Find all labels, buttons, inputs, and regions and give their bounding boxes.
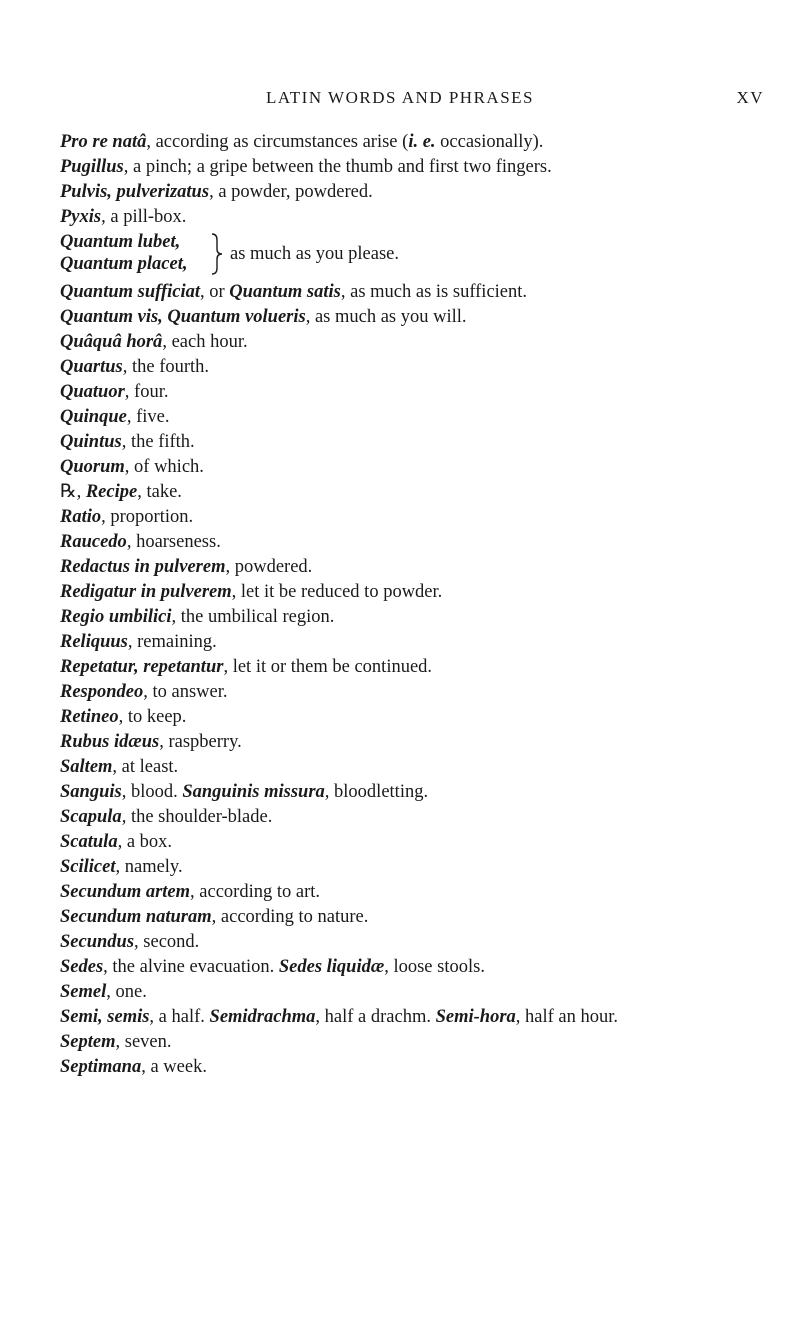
entry-term: Quantum sufficiat xyxy=(60,282,200,302)
entry-text: , of which. xyxy=(124,457,204,477)
glossary-entry xyxy=(60,430,780,455)
entry-text: , according to art. xyxy=(190,882,321,902)
glossary-entry xyxy=(60,180,780,205)
entry-term: Quorum xyxy=(60,457,125,477)
entry-term: Scilicet xyxy=(60,857,116,877)
entry-text: , to answer. xyxy=(143,682,228,702)
entry-text: , bloodletting. xyxy=(324,782,429,802)
entry-term: Pugillus xyxy=(60,157,124,177)
running-title: LATIN WORDS AND PHRASES xyxy=(266,88,534,107)
entry-term: Quantum lubet, xyxy=(60,232,181,252)
entry-text: , each hour. xyxy=(162,332,248,352)
glossary-entry xyxy=(60,530,780,555)
entry-text: , to keep. xyxy=(118,707,187,727)
glossary-entry xyxy=(60,205,780,230)
entry-term: Sedes liquidæ xyxy=(278,957,385,977)
entry-term: Repetatur, repetantur xyxy=(60,657,224,677)
entry-text: , a half. xyxy=(149,1007,210,1027)
entry-term: Secundum artem xyxy=(60,882,191,902)
glossary-entry xyxy=(60,480,780,505)
entry-term: Redactus in pulverem xyxy=(60,557,226,577)
entry-text: , half a drachm. xyxy=(315,1007,436,1027)
entry-text: , take. xyxy=(137,482,182,502)
entry-term: Regio umbilici xyxy=(60,607,172,627)
entry-text: , seven. xyxy=(115,1032,172,1052)
entry-term: Rubus idæus xyxy=(60,732,160,752)
entry-text: , proportion. xyxy=(101,507,194,527)
entry-term: Septem xyxy=(60,1032,116,1052)
glossary-entry xyxy=(60,505,780,530)
entry-text: , half an hour. xyxy=(515,1007,619,1027)
glossary-entry xyxy=(60,755,780,780)
entry-term: Ratio xyxy=(60,507,102,527)
entry-text: , at least. xyxy=(112,757,179,777)
glossary-entry xyxy=(60,155,780,180)
entry-text: , five. xyxy=(126,407,170,427)
glossary-entry xyxy=(60,880,780,905)
entry-term: Sanguinis missura xyxy=(182,782,325,802)
glossary-entry xyxy=(60,680,780,705)
entry-term: Quantum placet, xyxy=(60,254,188,274)
entry-text: , a pinch; a gripe between the thumb and first two fingers. xyxy=(123,157,552,177)
entry-term: Pro re natâ xyxy=(60,132,147,152)
entry-term: Semidrachma xyxy=(209,1007,316,1027)
glossary-entry xyxy=(60,780,780,805)
entry-text: , one. xyxy=(106,982,147,1002)
glossary-entry xyxy=(60,380,780,405)
entry-text: , hoarseness. xyxy=(126,532,221,552)
entry-term: Semi, semis xyxy=(60,1007,150,1027)
entry-term: Respondeo xyxy=(60,682,144,702)
entry-text: , let it be reduced to powder. xyxy=(231,582,443,602)
glossary-entry xyxy=(60,830,780,855)
entry-text: , the fourth. xyxy=(122,357,210,377)
entry-term: Scapula xyxy=(60,807,122,827)
entry-text: occasionally). xyxy=(435,132,544,152)
glossary-entry xyxy=(60,730,780,755)
entry-term: Septimana xyxy=(60,1057,142,1077)
entry-term: Quartus xyxy=(60,357,123,377)
glossary-entry xyxy=(60,655,780,680)
glossary-entry xyxy=(60,605,780,630)
entry-text: , raspberry. xyxy=(159,732,242,752)
entry-term: Quinque xyxy=(60,407,127,427)
entry-text: , the umbilical region. xyxy=(171,607,335,627)
entry-text: , loose stools. xyxy=(384,957,485,977)
entry-term: Sanguis xyxy=(60,782,122,802)
glossary-list xyxy=(60,130,780,1080)
glossary-entry xyxy=(60,955,780,980)
glossary-entry xyxy=(60,1055,780,1080)
entry-term: Scatula xyxy=(60,832,118,852)
entry-text: , as much as you will. xyxy=(305,307,467,327)
glossary-entry xyxy=(60,855,780,880)
glossary-entry xyxy=(60,305,780,330)
entry-definition: as much as you please. xyxy=(230,244,400,264)
glossary-entry xyxy=(60,980,780,1005)
entry-term: Quintus xyxy=(60,432,122,452)
entry-term: Semi-hora xyxy=(435,1007,516,1027)
right-brace-icon xyxy=(210,232,224,276)
glossary-entry xyxy=(60,580,780,605)
page-number: XV xyxy=(736,88,764,107)
entry-term: Reliquus xyxy=(60,632,128,652)
entry-term: Sedes xyxy=(60,957,104,977)
entry-text: , four. xyxy=(124,382,169,402)
entry-text: , powdered. xyxy=(225,557,313,577)
glossary-entry xyxy=(60,330,780,355)
glossary-entry xyxy=(60,280,780,305)
entry-term: i. e. xyxy=(408,132,436,152)
glossary-entry xyxy=(60,555,780,580)
entry-term: Saltem xyxy=(60,757,113,777)
entry-term: Quantum vis, Quantum volueris xyxy=(60,307,306,327)
entry-text: , the fifth. xyxy=(121,432,195,452)
glossary-entry xyxy=(60,1005,780,1030)
glossary-entry xyxy=(60,355,780,380)
entry-text: , let it or them be continued. xyxy=(223,657,433,677)
entry-term: Secundum naturam xyxy=(60,907,212,927)
entry-term: Quantum satis xyxy=(229,282,341,302)
entry-text: , the shoulder-blade. xyxy=(121,807,273,827)
entry-text: , a powder, powdered. xyxy=(209,182,373,202)
entry-text: , as much as is sufficient. xyxy=(340,282,528,302)
glossary-entry xyxy=(60,1030,780,1055)
entry-text: , the alvine evacuation. xyxy=(103,957,279,977)
entry-text: , a pill-box. xyxy=(101,207,187,227)
entry-text: , according as circumstances arise ( xyxy=(146,132,409,152)
entry-text: , or xyxy=(200,282,230,302)
entry-text: , a box. xyxy=(117,832,173,852)
glossary-entry xyxy=(60,705,780,730)
entry-text: , blood. xyxy=(121,782,183,802)
glossary-entry xyxy=(60,905,780,930)
glossary-entry xyxy=(60,405,780,430)
entry-term: Quâquâ horâ xyxy=(60,332,163,352)
entry-text: , remaining. xyxy=(127,632,217,652)
entry-text: , namely. xyxy=(115,857,183,877)
entry-term: Semel xyxy=(60,982,107,1002)
entry-term: Pyxis xyxy=(60,207,102,227)
entry-term: Raucedo xyxy=(60,532,127,552)
entry-term: Quatuor xyxy=(60,382,125,402)
entry-term: Retineo xyxy=(60,707,119,727)
entry-text: , according to nature. xyxy=(211,907,369,927)
glossary-entry xyxy=(60,630,780,655)
glossary-entry-braced xyxy=(60,230,780,280)
entry-text: ℞, xyxy=(60,482,86,502)
running-header xyxy=(36,88,764,112)
entry-term: Secundus xyxy=(60,932,135,952)
glossary-entry xyxy=(60,930,780,955)
entry-text: , second. xyxy=(134,932,200,952)
entry-term: Redigatur in pulverem xyxy=(60,582,232,602)
entry-text: , a week. xyxy=(141,1057,207,1077)
glossary-entry xyxy=(60,805,780,830)
entry-term: Recipe xyxy=(85,482,138,502)
glossary-entry xyxy=(60,455,780,480)
glossary-entry xyxy=(60,130,780,155)
entry-term: Pulvis, pulverizatus xyxy=(60,182,210,202)
